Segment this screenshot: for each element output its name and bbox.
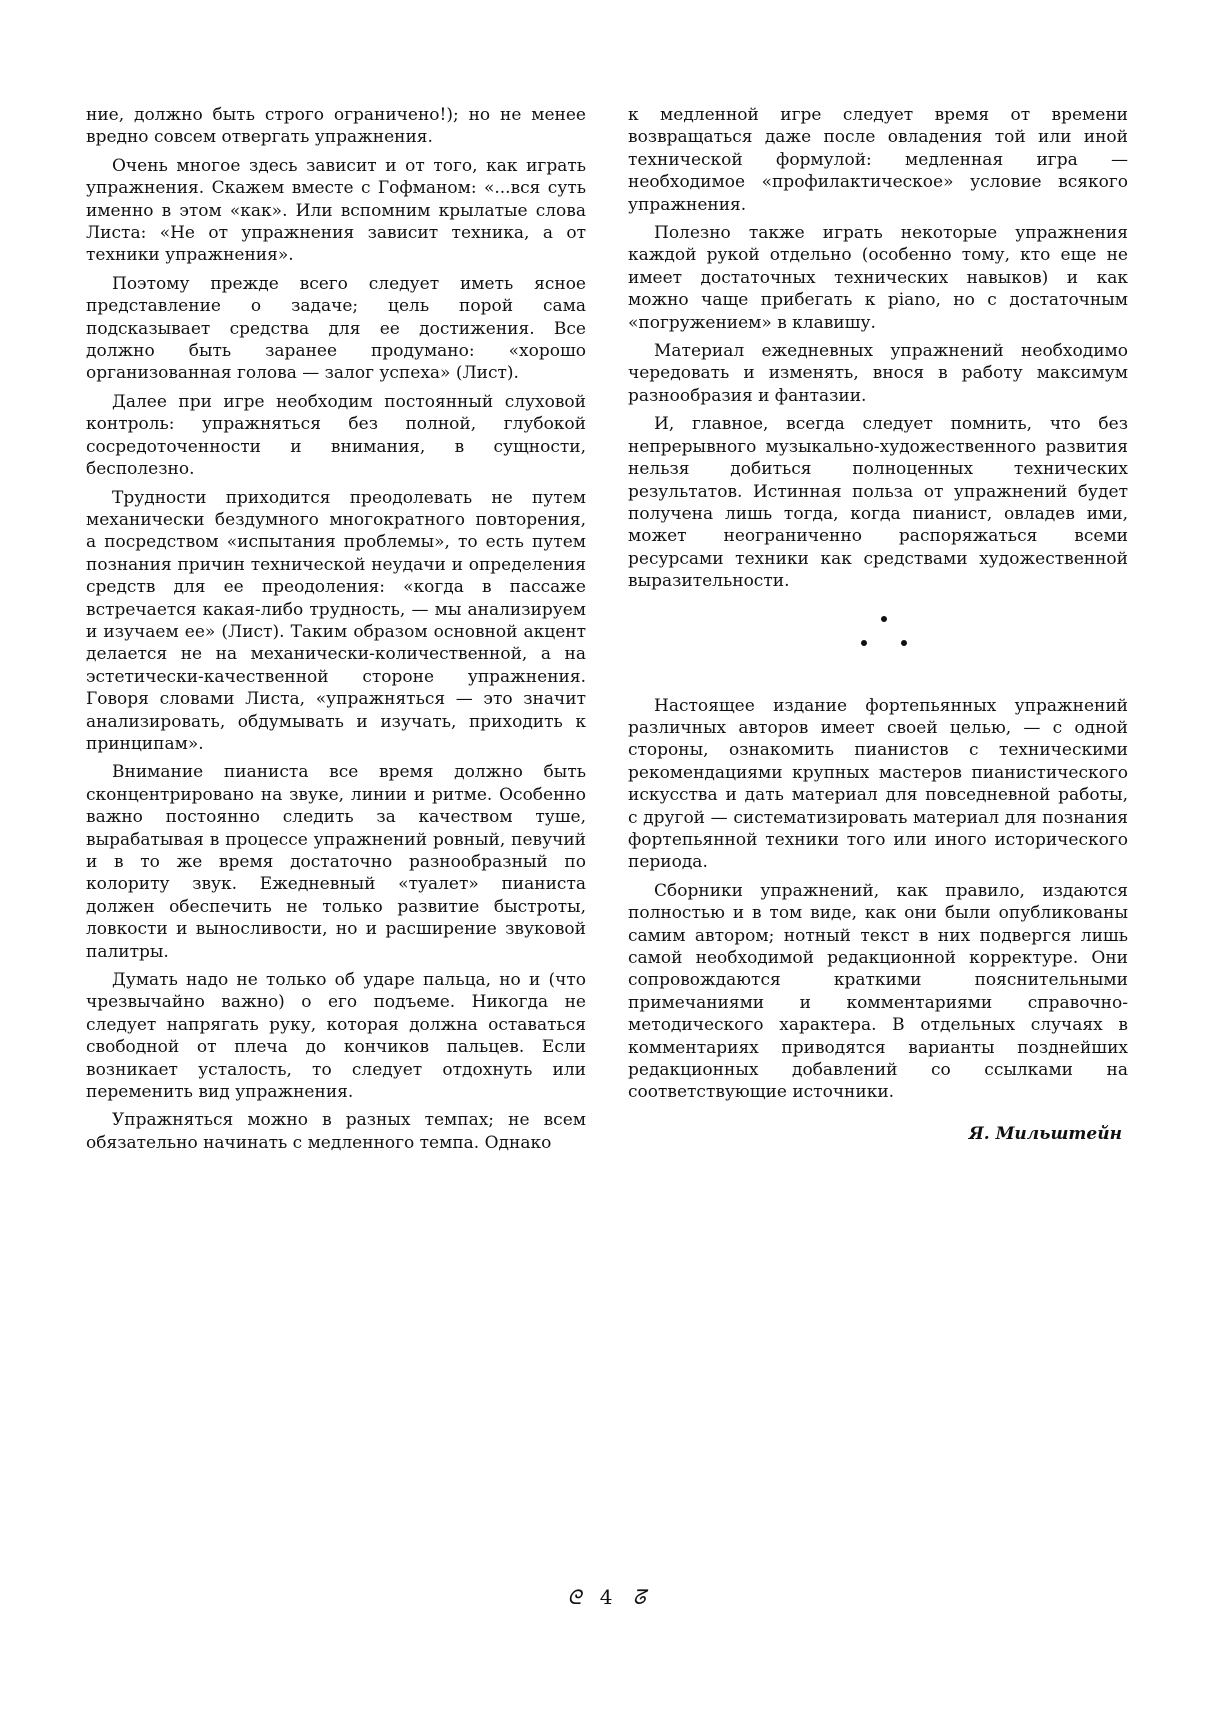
right-column-top-text (628, 104, 1128, 593)
paragraph: Упражняться можно в разных темпах; не всем обязательно начинать с медленного темпа. Однако (86, 1110, 586, 1153)
paragraph: Сборники упражнений, как правило, издаются полностью и в том виде, как они были опубликованы самим автором; нотный текст в них подвергся лишь самой необходимой редакционной корректуре. Они сопровождаются краткими пояснительными примечаниями и комментариями справочно-методического характера. В отдельных случаях в комментариях приводятся варианты позднейших редакционных добавлений со ссылками на соответствующие источники. (628, 880, 1128, 1103)
paragraph: Далее при игре необходим постоянный слуховой контроль: упражняться без полной, глубокой сосредоточенности и внимания, в сущности, бесполезно. (86, 391, 586, 480)
page-number: 4 (599, 1585, 613, 1609)
paragraph: Полезно также играть некоторые упражнения каждой рукой отдельно (особенно тому, кто еще не имеет достаточных технических навыков) и как можно чаще прибегать к piano, но с достаточным «погружением» в клавишу. (628, 223, 1128, 333)
right-column-bottom-text (628, 695, 1128, 1104)
paragraph: Материал ежедневных упражнений необходимо чередовать и изменять, внося в работу максимум разнообразия и фантазии. (628, 341, 1128, 406)
ornament-right-icon: ᘔ (632, 1585, 644, 1609)
asterism-star-icon (861, 640, 867, 646)
asterism-star-icon (881, 616, 887, 622)
right-column (628, 104, 1128, 1144)
paragraph: Настоящее издание фортепьянных упражнений различных авторов имеет своей целью, — с одной стороны, ознакомить пианистов с техническими рекомендациями крупных мастеров пианистического искусства и дать материал для повседневной работы, с другой — систематизировать материал для познания фортепьянной техники того или иного исторического периода. (628, 695, 1128, 873)
paragraph: Внимание пианиста все время должно быть сконцентрировано на звуке, линии и ритме. Особенно важно постоянно следить за качеством туше, вырабатывая в процессе упражнений ровный, певучий и в то же время достаточно разнообразный по колориту звук. Ежедневный «туалет» пианиста должен обеспечить не только развитие быстроты, ловкости и выносливости, но и расширение звуковой палитры. (86, 762, 586, 962)
section-divider-asterism (628, 607, 1128, 673)
paragraph: Трудности приходится преодолевать не путем механически бездумного многократного повторения, а посредством «испытания проблемы», то есть путем познания причин технической неудачи и определения средств для ее преодоления: «когда в пассаже встречается какая-либо трудность, — мы анализируем и изучаем ее» (Лист). Таким образом основной акцент делается не на механически-количественной, а на эстетически-качественной стороне упражнения. Говоря словами Листа, «упражняться — это значит анализировать, обдумывать и изучать, приходить к принципам». (86, 487, 586, 754)
paragraph: Поэтому прежде всего следует иметь ясное представление о задаче; цель порой сама подсказывает средства для ее достижения. Все должно быть заранее продумано: «хорошо организованная голова — залог успеха» (Лист). (86, 273, 586, 384)
paragraph: Очень многое здесь зависит и от того, как играть упражнения. Скажем вместе с Гофманом: «...вся суть именно в этом «как». Или вспомним крылатые слова Листа: «Не от упражнения зависит техника, а от техники упражнения». (86, 155, 586, 266)
paragraph: Думать надо не только об ударе пальца, но и (что чрезвычайно важно) о его подъеме. Никогда не следует напрягать руку, которая должна оставаться свободной от плеча до кончиков пальцев. Если возникает усталость, то следует отдохнуть или переменить вид упражнения. (86, 970, 586, 1103)
left-column (86, 104, 586, 1160)
asterism-star-icon (901, 640, 907, 646)
paragraph: ние, должно быть строго ограничено!); но не менее вредно совсем отвергать упражнения. (86, 105, 586, 148)
page-footer (0, 1585, 1211, 1609)
ornament-left-icon: ᘓ (567, 1585, 580, 1609)
paragraph: И, главное, всегда следует помнить, что без непрерывного музыкально-художественного развития нельзя добиться полноценных технических результатов. Истинная польза от упражнений будет получена лишь тогда, когда пианист, овладев ими, может неограниченно распоряжаться всеми ресурсами техники как средствами художественной выразительности. (628, 414, 1128, 592)
paragraph: к медленной игре следует время от времени возвращаться даже после овладения той или иной технической формулой: медленная игра — необходимое «профилактическое» условие всякого упражнения. (628, 105, 1128, 215)
author-signature: Я. Мильштейн (968, 1123, 1122, 1144)
